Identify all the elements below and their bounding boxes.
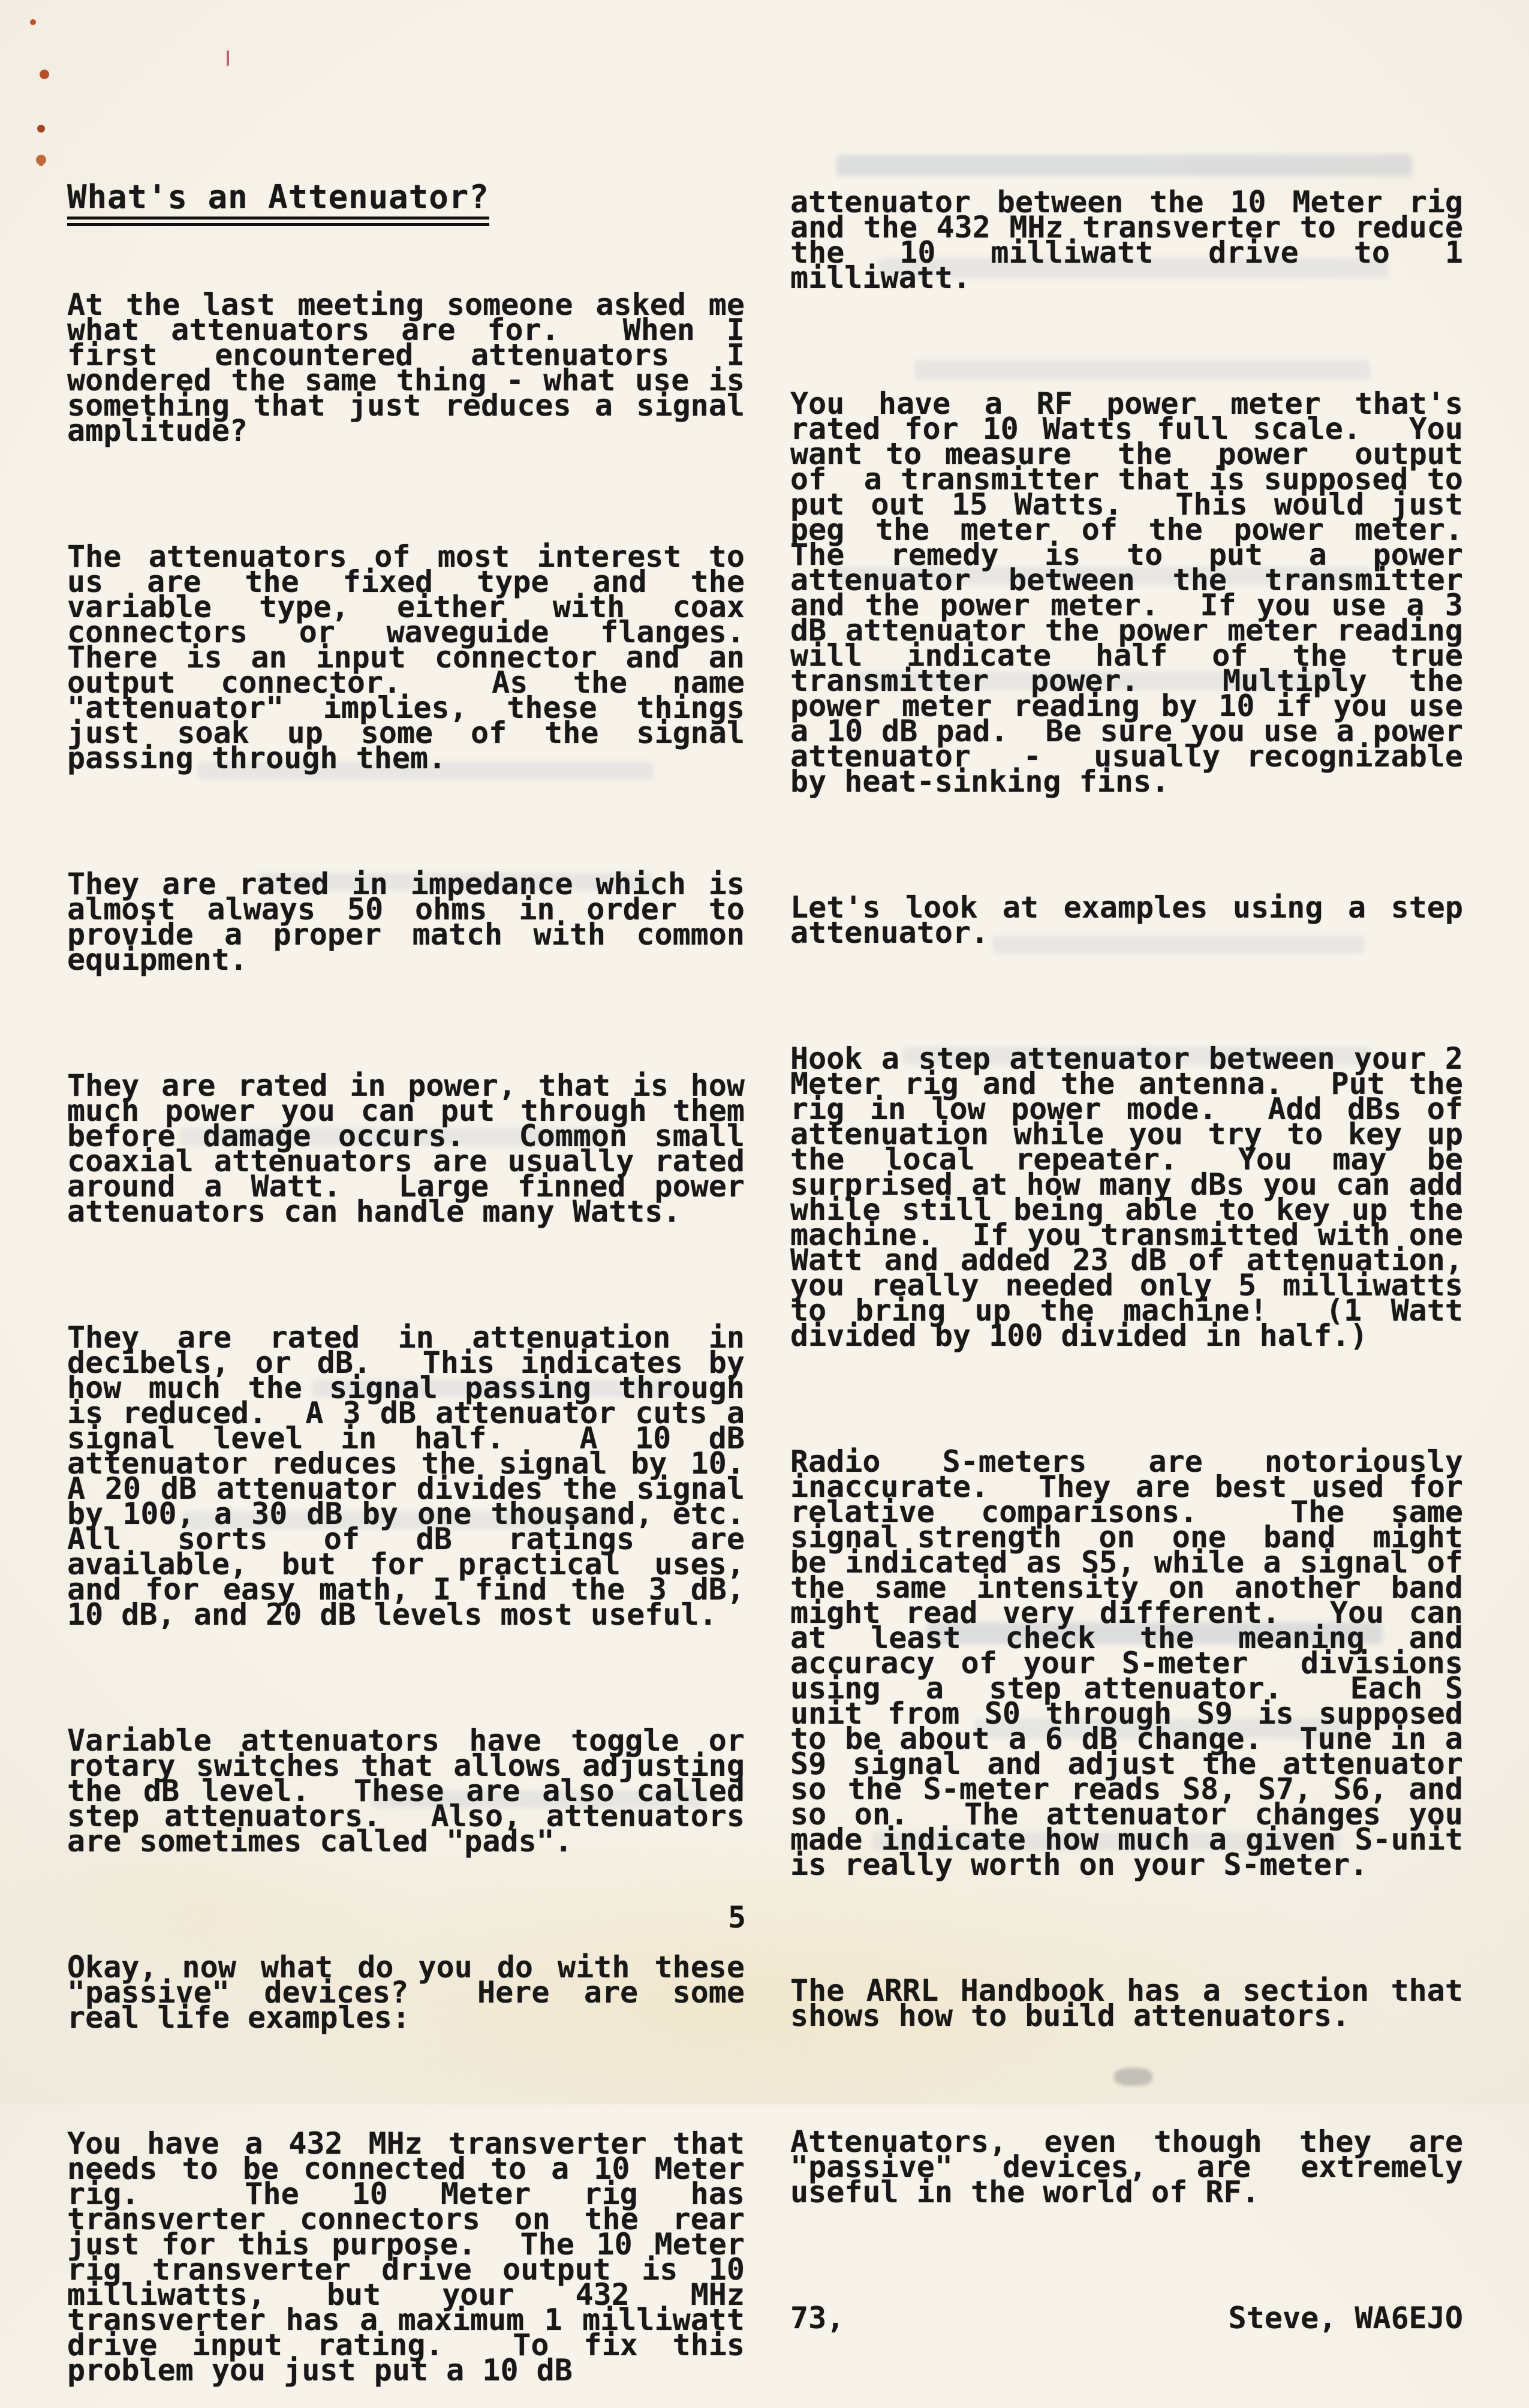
page-number: 5	[728, 1900, 747, 1935]
paragraph: At the last meeting someone asked me what attenuators are for. When I first encountered attenuators I wondered the same thing - what use is something that just reduces a signal amplitude?	[67, 287, 763, 448]
paragraph: They are rated in impedance which is almost always 50 ohms in order to provide a proper match with common equipment.	[67, 867, 763, 977]
scan-speck	[36, 155, 46, 165]
paragraph: They are rated in power, that is how much power you can put through them before damage occurs. Common small coaxial attenuators are usually rated around a Watt. Large finned power attenuators can handle many Watts.	[67, 1068, 763, 1229]
scan-speck	[40, 70, 49, 79]
paragraph: They are rated in attenuation in decibels, or dB. This indicates by how much the signal passing through is reduced. A 3 dB attenuator cuts a signal level in half. A 10 dB attenuator reduces the signal by 10. A 20 dB attenuator divides the signal by 100, a 30 dB by one thousand, etc. All sorts of dB ratings are available, but for practical uses, and for easy math, I find the 3 dB, 10 dB, and 20 dB levels most useful.	[67, 1320, 781, 1632]
signoff-author: Steve, WA6EJO	[1228, 2301, 1463, 2335]
signoff-line	[790, 2301, 1463, 2335]
paragraph: The ARRL Handbook has a section that shows how to build attenuators.	[790, 1973, 1482, 2033]
paragraph: Hook a step attenuator between your 2 Meter rig and the antenna. Put the rig in low power mode. Add dBs of attenuation while you try to key up the local repeater. You may be surprised at how many dBs you can add while still being able to key up the machine. If you transmitted with one Watt and added 23 dB of attenuation, you really needed only 5 milliwatts to bring up the machine! (1 Watt divided by 100 divided in half.)	[790, 1041, 1482, 1353]
paragraph: attenuator between the 10 Meter rig and the 432 MHz transverter to reduce the 10 milliwatt drive to 1 milliwatt.	[790, 185, 1482, 295]
paragraph: You have a 432 MHz transverter that needs to be connected to a 10 Meter rig. The 10 Meter rig has transverter connectors on the rear just for this purpose. The 10 Meter rig transverter drive output is 10 milliwatts, but your 432 MHz transverter has a maximum 1 milliwatt drive input rating. To fix this problem you just put a 10 dB	[67, 2126, 763, 2388]
article-column-right	[790, 139, 1500, 2356]
paragraph: Let's look at examples using a step attenuator.	[790, 890, 1482, 950]
scan-speck	[227, 50, 229, 66]
scan-speck	[30, 19, 36, 25]
paragraph: The attenuators of most interest to us are the fixed type and the variable type, either with coax connectors or waveguide flanges. There is an input connector and an output connector. As the name "attenuator" implies, these things just soak up some of the signal passing through them.	[67, 539, 781, 775]
scan-speck	[37, 125, 45, 133]
signoff-73: 73,	[790, 2301, 845, 2335]
paragraph: Radio S-meters are notoriously inaccurate. They are best used for relative comparisons. The same signal strength on one band might be indicated as S5, while a signal of the same intensity on another band might read very different. You can at least check the meaning and accuracy of your S-meter divisions using a step attenuator. Each S unit from S0 through S9 is supposed to be about a 6 dB change. Tune in a S9 signal and adjust the attenuator so the S-meter reads S8, S7, S6, and so on. The attenuator changes you made indicate how much a given S-unit is really worth on your S-meter.	[790, 1444, 1500, 1882]
article-column-left	[67, 131, 781, 2408]
paragraph: Okay, now what do you do with these "passive" devices? Here are some real life examples:	[67, 1950, 763, 2035]
article-title-text: What's an Attenuator?	[67, 181, 489, 226]
paragraph: Attenuators, even though they are "passive" devices, are extremely useful in the world of RF.	[790, 2124, 1482, 2209]
paragraph: You have a RF power meter that's rated for 10 Watts full scale. You want to measure the power output of a transmitter that is supposed to put out 15 Watts. This would just peg the meter of the power meter. The remedy is to put a power attenuator between the transmitter and the power meter. If you use a 3 dB attenuator the power meter reading will indicate half of the true transmitter power. Multiply the power meter reading by 10 if you use a 10 dB pad. Be sure you use a power attenuator - usually recognizable by heat-sinking fins.	[790, 386, 1500, 799]
article-title	[67, 178, 745, 226]
paragraph: Variable attenuators have toggle or rotary switches that allows adjusting the dB level. These are also called step attenuators. Also, attenuators are sometimes called "pads".	[67, 1723, 763, 1859]
